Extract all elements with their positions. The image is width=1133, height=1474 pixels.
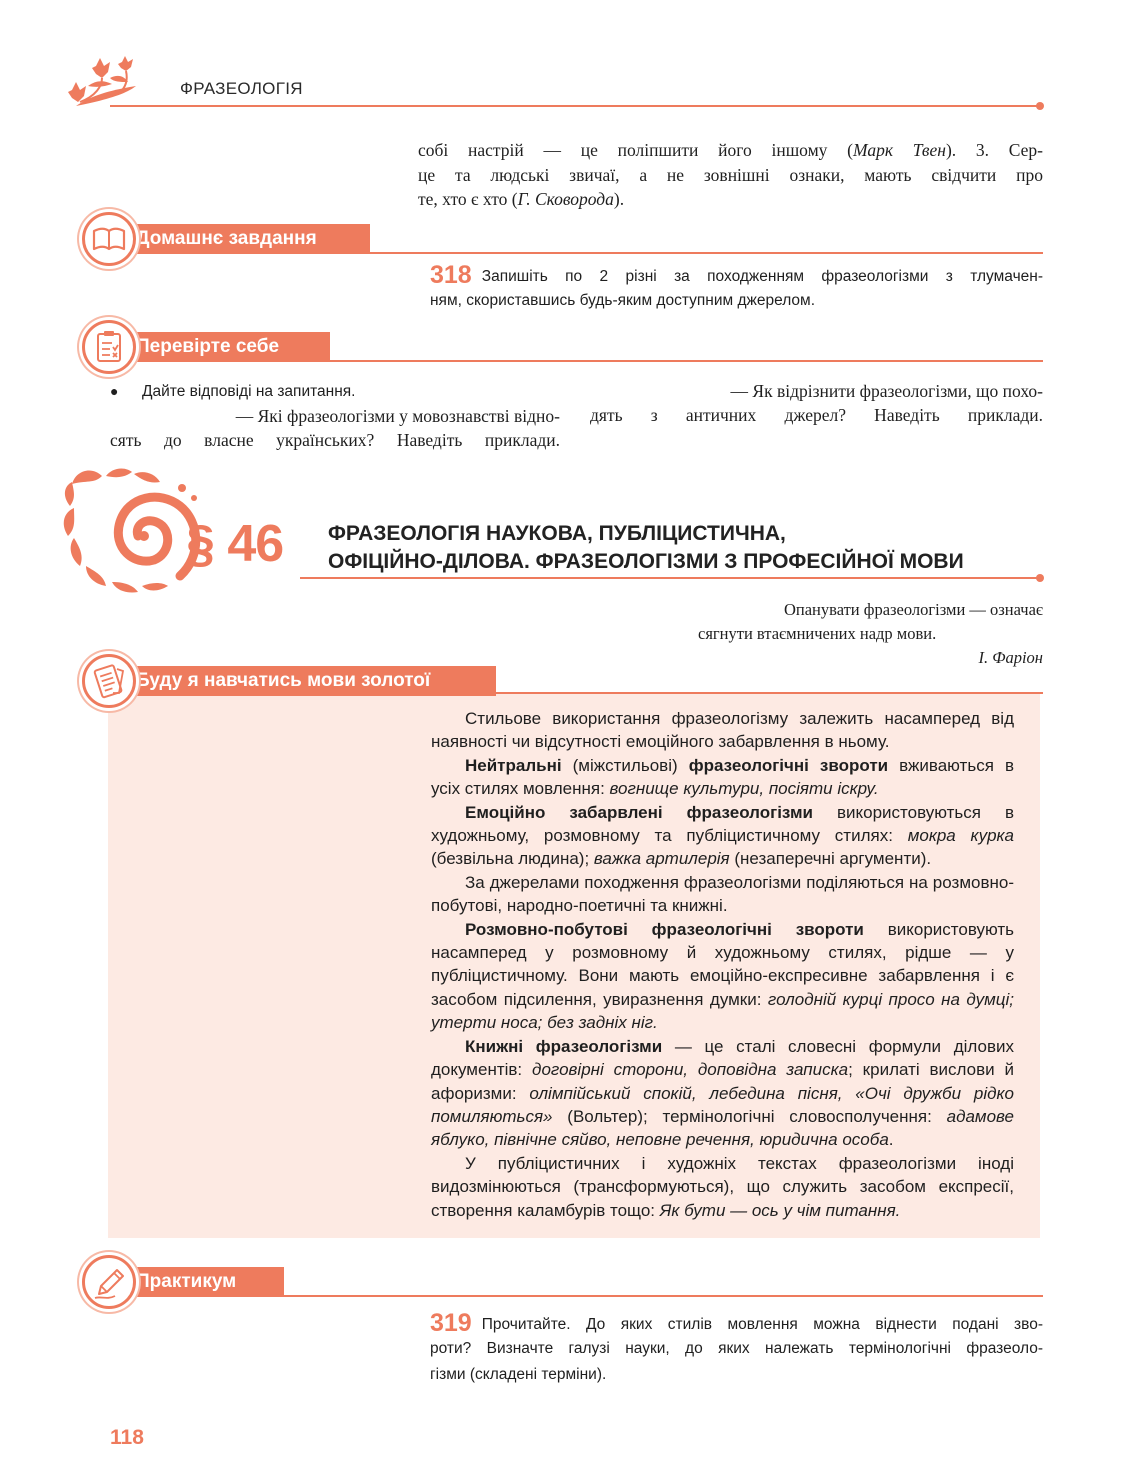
example: мокра курка [907,826,1015,846]
chapter-number: § 46 [186,515,284,573]
author-name: Г. Сковорода [517,189,614,209]
homework-label: Домашнє завдання [118,224,370,254]
checklist-icon [82,320,136,374]
question-intro: Дайте відповіді на запитання. [142,383,356,400]
term: фразеологічні звороти [688,755,889,775]
chapter-title-line: ОФІЦІЙНО-ДІЛОВА. ФРАЗЕОЛОГІЗМИ З ПРОФЕСІЙНОЇ МОВИ [328,550,964,573]
example: Як бути — ось у чім питання. [659,1200,901,1220]
check-label: Перевірте себе [118,332,330,362]
example: договірні сторони, доповідна записка [532,1060,849,1080]
exercise-text: Прочитайте. До яких стилів мовлення можна віднести подані зво- [481,1316,1043,1333]
exercise-318 [430,262,1043,314]
text-fragment: собі настрій — це поліпшити його іншому ( [418,140,854,160]
header-rule-dot [1036,102,1044,110]
epigraph-line: сягнути втаємничених надр мови. [698,624,937,643]
practice-section-rule [270,1295,1043,1297]
exercise-text: Запишіть по 2 різні за походженням фразеологізми з тлумачен- [481,268,1043,285]
text-fragment: . [888,1130,894,1150]
text-fragment: (безвільна людина); [431,849,594,869]
exercise-text: роти? Визначте галузі науки, до яких належать термінологічні фразеоло- [430,1340,1043,1357]
text-fragment: У публіцистичних і художніх текстах фразеологізми іноді видозмінюються (трансформуються), що служить засобом експресії, створення каламбурів тощо: [431,1153,1014,1220]
check-questions-left [110,379,560,452]
continuation-text [418,138,1043,212]
text-fragment: За джерелами походження фразеологізми поділяються на розмовно-побутові, народно-поетичні та книжні. [431,872,1014,916]
exercise-number: 318 [430,261,472,289]
author-name: Марк Твен [853,140,946,160]
epigraph [640,598,1043,670]
notebook-icon [82,654,136,708]
question-text: дять з античних джерел? Наведіть приклади. [590,405,1043,425]
running-title: ФРАЗЕОЛОГІЯ [180,79,303,98]
term: Нейтральні [465,755,562,775]
theory-paragraph [431,707,1014,754]
question-text: — Як відрізнити фразеологізми, що похо- [730,381,1043,401]
pencil-icon [82,1255,136,1309]
term: Книжні фразеологізми [465,1036,663,1056]
text-fragment: Стильове використання фразеологізму залежить насамперед від наявності чи відсутності емоційного забарвлення в ньому. [431,709,1014,752]
epigraph-author: І. Фаріон [978,648,1043,667]
text-fragment: використовують насамперед у розмовному й художньому стилях, рідше — у публіцистичному. Вони мають емоційно-експресивне забарвлення і є засобом підсилення, увиразнення думки: [431,919,1015,1009]
exercise-319 [430,1310,1043,1388]
text-fragment: використовуються в художньому, розмовному та публіцистичному стилях: [431,802,1014,846]
homework-section-rule [350,252,1043,254]
theory-text [431,707,1014,1222]
chapter-rule [300,577,1040,579]
chapter-title [328,520,964,576]
text-fragment: ; крилаті вислови й афоризми: [431,1060,1015,1103]
exercise-number: 319 [430,1309,472,1337]
check-section-rule [320,360,1043,362]
exercise-text: ням, скориставшись будь-яким доступним джерелом. [430,292,816,309]
example: вогнище культури, посіяти іскру. [609,779,879,799]
practice-label: Практикум [118,1267,284,1297]
example: олімпійський спокій, лебедина пісня, «Очі дружби рідко помиляються» [431,1083,1014,1126]
question-text: — Які фразеологізми у мовознавстві відно- [235,406,560,426]
term: Емоційно забарвлені фразеологізми [465,802,813,822]
theory-paragraph [431,871,1014,918]
header-flower-ornament [66,56,166,112]
page-number: 118 [110,1426,144,1449]
theory-paragraph [431,801,1014,871]
text-line: це та людські звичаї, а не зовнішні ознаки, мають свідчити про [418,164,1043,185]
example: важка артилерія [593,849,730,869]
theory-label: Буду я навчатись мови золотої [118,666,496,696]
example: голодній курці просо на думці; утерти носа; без задніх ніг. [431,989,1014,1033]
text-fragment: (незаперечні аргументи). [729,849,932,869]
bullet-icon: ● [110,383,119,399]
exercise-text: гізми (складені терміни). [430,1366,607,1383]
theory-paragraph [431,1152,1014,1222]
text-fragment: вживаються в усіх стилях мовлення: [431,755,1014,799]
theory-paragraph [431,754,1014,801]
book-icon [82,212,136,266]
theory-paragraph [431,1035,1014,1152]
theory-paragraph [431,918,1014,1035]
text-fragment: (міжстильові) [561,755,689,775]
text-fragment: ). [613,189,625,209]
text-fragment: те, хто є хто ( [418,189,518,209]
epigraph-line: Опанувати фразеологізми — означає [783,600,1043,619]
text-fragment: ). 3. Сер- [945,140,1044,160]
text-fragment: — це сталі словесні формули ділових документів: [431,1036,1015,1080]
chapter-rule-dot [1036,574,1044,582]
check-questions-right [590,379,1043,427]
example: адамове яблуко, північне сяйво, неповне речення, юридична особа [431,1106,1014,1150]
term: Розмовно-побутові фразеологічні звороти [465,919,864,939]
text-fragment: (Вольтер); термінологічні словосполучення: [552,1106,947,1126]
header-rule [110,105,1040,107]
question-text: сять до власне українських? Наведіть приклади. [110,430,560,450]
chapter-title-line: ФРАЗЕОЛОГІЯ НАУКОВА, ПУБЛІЦИСТИЧНА, [328,522,786,545]
